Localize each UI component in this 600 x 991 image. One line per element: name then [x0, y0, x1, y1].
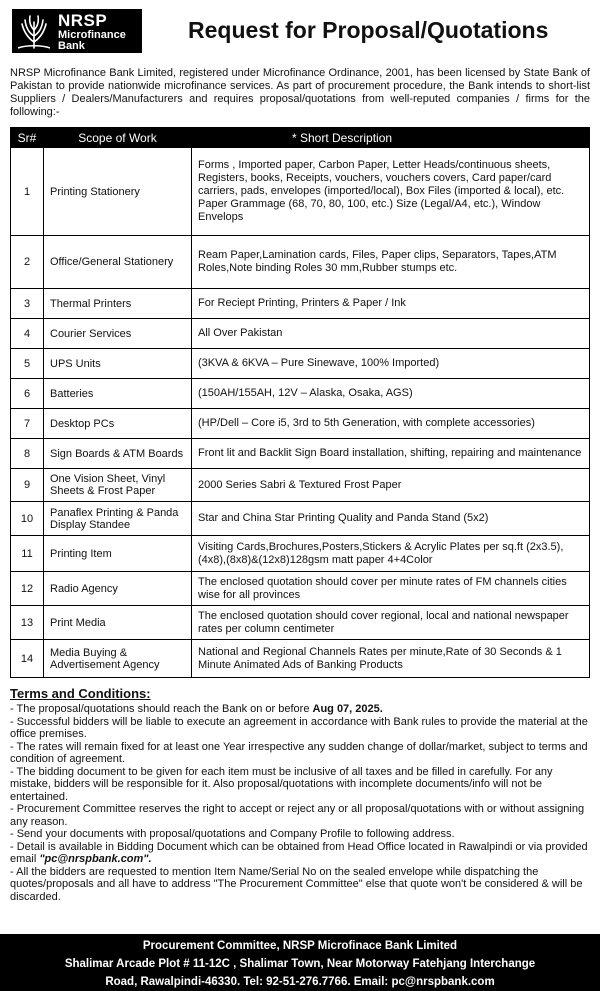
logo-sub-line-2: Bank [58, 40, 85, 52]
row-desc: (HP/Dell – Core i5, 3rd to 5th Generation, with complete accessories) [192, 409, 590, 439]
row-sr: 1 [11, 148, 44, 236]
header-sr: Sr# [11, 128, 44, 148]
row-sr: 8 [11, 439, 44, 469]
row-scope: Sign Boards & ATM Boards [44, 439, 192, 469]
table-row [11, 349, 590, 379]
row-desc: Ream Paper,Lamination cards, Files, Paper clips, Separators, Tapes,ATM Roles,Note binding Roles 30 mm,Rubber stumps etc. [192, 236, 590, 289]
page-title: Request for Proposal/Quotations [188, 17, 549, 43]
row-sr: 3 [11, 289, 44, 319]
row-scope: Courier Services [44, 319, 192, 349]
row-sr: 5 [11, 349, 44, 379]
row-sr: 14 [11, 640, 44, 678]
header [0, 0, 600, 62]
term-item: - The rates will remain fixed for at least one Year irrespective any sudden change of dollar/market, subject to terms and condition of agreement. [10, 740, 588, 765]
table-row [11, 606, 590, 640]
scope-table [10, 127, 590, 678]
nrsp-logo [12, 9, 142, 53]
table-header-row [11, 128, 590, 148]
term-item: - Successful bidders will be liable to execute an agreement in accordance with Bank rules to provide the material at the office premises. [10, 715, 588, 740]
header-scope: Scope of Work [44, 128, 192, 148]
row-sr: 10 [11, 502, 44, 536]
row-sr: 7 [11, 409, 44, 439]
row-desc: (150AH/155AH, 12V – Alaska, Osaka, AGS) [192, 379, 590, 409]
table-row [11, 289, 590, 319]
term-text: - The proposal/quotations should reach the Bank on or before [10, 703, 313, 715]
row-scope: Desktop PCs [44, 409, 192, 439]
row-scope: Panaflex Printing & Panda Display Standee [44, 502, 192, 536]
row-scope: UPS Units [44, 349, 192, 379]
row-scope: One Vision Sheet, Vinyl Sheets & Frost Paper [44, 469, 192, 502]
header-desc: * Short Description [192, 128, 590, 148]
row-sr: 4 [11, 319, 44, 349]
table-row [11, 536, 590, 572]
row-sr: 13 [11, 606, 44, 640]
intro-paragraph: NRSP Microfinance Bank Limited, registered under Microfinance Ordinance, 2001, has been licensed by State Bank of Pakistan to provide nationwide microfinance services. As part of procurement procedure, the Bank intends to short-list Suppliers / Dealers/Manufacturers and requires proposal/quotations from well-reputed companies / firms for the following:- [10, 67, 590, 118]
table-row [11, 469, 590, 502]
row-sr: 6 [11, 379, 44, 409]
row-desc: 2000 Series Sabri & Textured Frost Paper [192, 469, 590, 502]
row-desc: For Reciept Printing, Printers & Paper / Ink [192, 289, 590, 319]
terms-section [10, 687, 590, 903]
terms-title: Terms and Conditions: [10, 686, 151, 701]
wheat-logo-icon [16, 12, 52, 50]
row-desc: The enclosed quotation should cover regional, local and national newspaper rates per column centimeter [192, 606, 590, 640]
row-desc: Star and China Star Printing Quality and Panda Stand (5x2) [192, 502, 590, 536]
table-row [11, 319, 590, 349]
row-scope: Print Media [44, 606, 192, 640]
table-row [11, 572, 590, 606]
term-item [10, 703, 590, 716]
row-desc: All Over Pakistan [192, 319, 590, 349]
row-desc: The enclosed quotation should cover per minute rates of FM channels cities wise for all provinces [192, 572, 590, 606]
row-sr: 9 [11, 469, 44, 502]
term-item: - The bidding document to be given for each item must be inclusive of all taxes and be filled in carefully. For any mistake, bidders will be responsible for it. Also proposal/quotations with incomplete documents/info will not be entertained. [10, 765, 553, 803]
row-sr: 11 [11, 536, 44, 572]
row-scope: Thermal Printers [44, 289, 192, 319]
row-sr: 12 [11, 572, 44, 606]
table-row [11, 439, 590, 469]
row-scope: Office/General Stationery [44, 236, 192, 289]
row-scope: Media Buying & Advertisement Agency [44, 640, 192, 678]
logo-sub-line-1: Microfinance [58, 29, 126, 41]
row-desc: Front lit and Backlit Sign Board installation, shifting, repairing and maintenance [192, 439, 590, 469]
footer-line-2: Shalimar Arcade Plot # 11-12C , Shalimar Town, Near Motorway Fatehjang Interchange [64, 958, 536, 970]
row-desc: Forms , Imported paper, Carbon Paper, Letter Heads/continuous sheets, Registers, books, Receipts, vouchers, vouchers covers, Card paper/card carriers, pads, envelopes (imported/local), Box Files (imported & local), etc. Paper Grammage (68, 70, 80, 100, etc.) Size (Legal/A4, etc.), Window Envelops [192, 148, 590, 236]
row-scope: Printing Stationery [44, 148, 192, 236]
row-scope: Printing Item [44, 536, 192, 572]
term-item: - Send your documents with proposal/quotations and Company Profile to following address. [10, 828, 455, 840]
deadline-date: Aug 07, 2025. [312, 703, 383, 715]
term-item: - All the bidders are requested to mention Item Name/Serial No on the sealed envelope while dispatching the quotes/proposals and all have to address "The Procurement Committee" else that quote won't be considered & will be discarded. [10, 865, 583, 903]
term-item: - Procurement Committee reserves the right to accept or reject any or all proposal/quotations with or without assigning any reason. [10, 803, 585, 828]
contact-email: "pc@nrspbank.com". [39, 853, 152, 865]
row-desc: National and Regional Channels Rates per minute,Rate of 30 Seconds & 1 Minute Animated Ads of Banking Products [192, 640, 590, 678]
footer-line-3: Road, Rawalpindi-46330. Tel: 92-51-276.7766. Email: pc@nrspbank.com [105, 976, 495, 988]
table-row [11, 409, 590, 439]
table-row [11, 148, 590, 236]
row-desc: (3KVA & 6KVA – Pure Sinewave, 100% Imported) [192, 349, 590, 379]
row-scope: Batteries [44, 379, 192, 409]
table-row [11, 236, 590, 289]
logo-name: NRSP [58, 11, 108, 30]
footer [0, 934, 600, 991]
term-text: - Detail is available in Bidding Document which can be obtained from Head Office located in Rawalpindi or via provided email [10, 840, 588, 865]
row-sr: 2 [11, 236, 44, 289]
table-row [11, 640, 590, 678]
term-item [10, 841, 590, 866]
row-scope: Radio Agency [44, 572, 192, 606]
table-row [11, 379, 590, 409]
row-desc: Visiting Cards,Brochures,Posters,Stickers & Acrylic Plates per sq.ft (2x3.5),(4x8),(8x8)&(12x8)128gsm matt paper 4+4Color [192, 536, 590, 572]
footer-line-1: Procurement Committee, NRSP Microfinace Bank Limited [142, 940, 458, 952]
table-row [11, 502, 590, 536]
logo-subtitle [58, 30, 126, 52]
